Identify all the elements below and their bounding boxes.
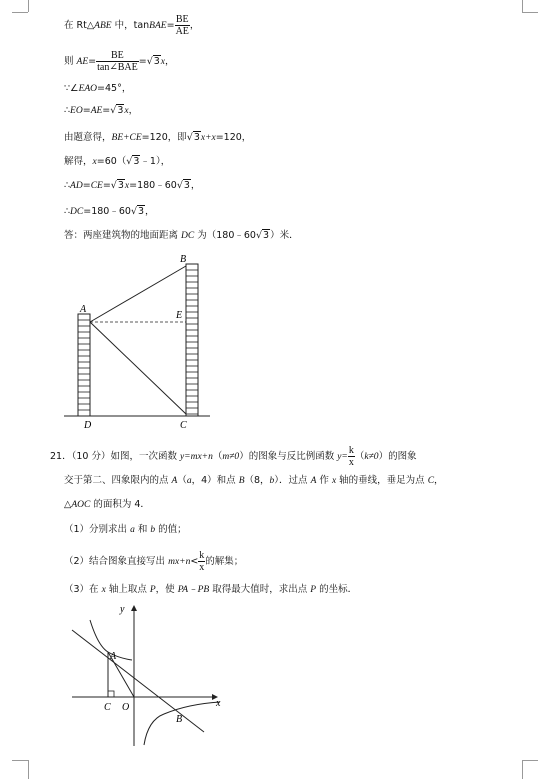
solution-line-1: 在 Rt△ABE 中，tanBAE= $\frac{BE}{AE}$ ，: [64, 14, 200, 37]
corner-mark-bl-h: [12, 760, 28, 761]
solution-line-3: ∵∠EAO=45°，: [64, 83, 132, 94]
solution-answer: 答：两座建筑物的地面距离 DC 为（180﹣60√3）米．: [64, 230, 299, 241]
problem-line-1: 21．（10 分）如图，一次函数 y=mx+n（m≠0）的图象与反比例函数 y= $\frac{k}{x}$ （k≠0）的图象: [50, 445, 417, 468]
corner-mark-tr-h: [522, 12, 538, 13]
corner-mark-br-h: [522, 760, 538, 761]
problem-part-3: （3）在 x 轴上取点 P，使 PA﹣PB 取得最大值时，求出点 P 的坐标．: [64, 584, 358, 595]
solution-line-4: ∴EO=AE=√3x，: [64, 105, 139, 116]
corner-mark-tl-h: [12, 12, 28, 13]
problem-part-2: （2）结合图象直接写出 mx+n< $\frac{k}{x}$ 的解集；: [64, 550, 244, 573]
function-graph: [68, 600, 228, 750]
label-a2: A: [110, 651, 117, 662]
problem-line-2: 交于第二、四象限内的点 A（a，4）和点 B（8，b）．过点 A 作 x 轴的垂线，垂足为点 C，: [64, 475, 444, 486]
label-b2: B: [176, 714, 183, 725]
fraction: $\frac{k}{x}$: [348, 445, 354, 468]
fraction: $\frac{BE}{\text{tan∠BAE}}$: [97, 50, 138, 73]
corner-mark-tr: [522, 0, 523, 12]
solution-line-7: ∴AD=CE=√3x=180﹣60√3，: [64, 180, 201, 191]
label-d: D: [84, 420, 92, 431]
label-a: A: [80, 304, 87, 315]
solution-line-2: 则 AE= $\frac{BE}{\text{tan∠BAE}}$ =√3x，: [64, 50, 175, 73]
buildings-figure: [60, 250, 220, 432]
label-x: x: [216, 698, 221, 709]
fraction: $\frac{k}{x}$: [199, 550, 205, 573]
fraction: $\frac{BE}{AE}$: [175, 14, 189, 37]
solution-line-8: ∴DC=180﹣60√3，: [64, 206, 155, 217]
corner-mark-br: [522, 760, 523, 779]
label-c: C: [180, 420, 187, 431]
label-c2: C: [104, 702, 111, 713]
solution-line-6: 解得，x=60（√3﹣1），: [64, 156, 171, 167]
solution-line-5: 由题意得，BE+CE=120，即√3x+x=120，: [64, 132, 252, 143]
label-y: y: [120, 604, 125, 615]
corner-mark-tl: [28, 0, 29, 12]
label-b: B: [180, 254, 187, 265]
label-e: E: [176, 310, 183, 321]
problem-part-1: （1）分别求出 a 和 b 的值；: [64, 524, 187, 535]
problem-line-3: △AOC 的面积为 4．: [64, 499, 150, 510]
label-o: O: [122, 702, 130, 713]
corner-mark-bl: [28, 760, 29, 779]
